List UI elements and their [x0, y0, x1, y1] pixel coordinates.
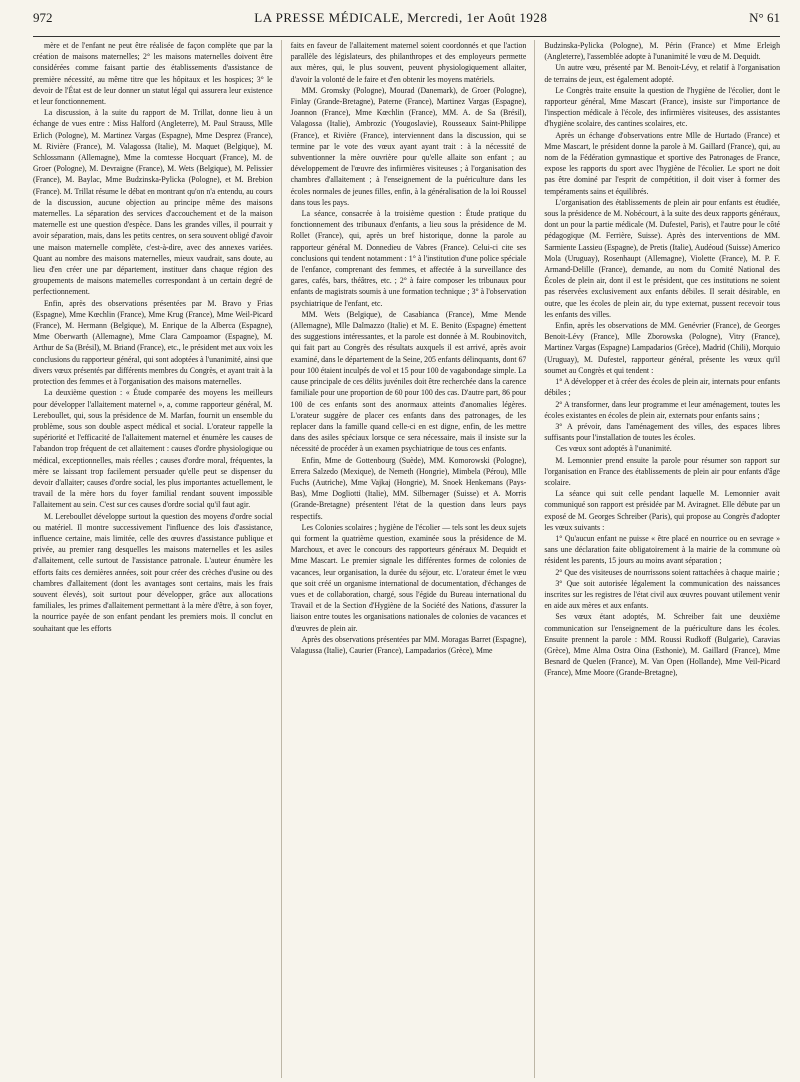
- column-2: [281, 40, 527, 1078]
- paragraph: Les Colonies scolaires ; hygiène de l'écolier — tels sont les deux sujets qui forment la quatrième question, examinée sous la présidence de M. Marchoux, et avec le concours des rapporteurs généraux M. Dequidt et Mme Mascart. Le premier signale les différentes formes de colonies de vacances, leur organisation, la durée du séjour, etc. L'orateur émet le vœu que soit créé un organisme international de documentation, d'échanges de vues et de collaboration, chargé, sous l'égide du Bureau international du Travail et de la Section d'Hygiène de la Société des Nations, d'assurer la liaison entre toutes les organisations nationales de colonies de vacances et d'œuvres de plein air.: [290, 522, 527, 633]
- paragraph: Enfin, après les observations de MM. Genévrier (France), de Georges Benoit-Lévy (France), Mlle Zborowska (Pologne), Vitry (France), Martinez Vargas (Espagne) Lampadarios (Grèce), Madrid (Chili), Morquio (Uruguay), M. Dufestel, rapporteur général, présente les vœux qu'il soumet au Congrès et qui tendent :: [544, 321, 780, 375]
- paragraph: faits en faveur de l'allaitement maternel soient coordonnés et que l'action parallèle des législateurs, des philanthropes et des employeurs permette aux mères, qui, le plus souvent, peuvent physiologiquement allaiter, d'avoir la volonté de le faire et d'en obtenir les moyens matériels.: [290, 41, 527, 84]
- paragraph: M. Lereboullet développe surtout la question des moyens d'ordre social ou matériel. Il montre successivement l'influence des lois d'assistance, influence certaine, mais limitée, celle des œuvres d'assistance publique et privée, au premier rang desquelles les maisons maternelles et les asiles d'allaitement, celle surtout de l'assistance patronale. L'auteur énumère les efforts faits ces dernières années, soit pour créer des crèches d'usine ou des chambres d'allaitement (dont les avantages sont certains, mais les frais souvent élevés), soit surtout pour développer, grâce aux allocations familiales, les primes d'allaitement permettant à la mère d'être, à son foyer, la nourrice payée de son enfant pendant les premiers mois. Il conclut en souhaitant que les efforts: [33, 511, 273, 633]
- paragraph: Un autre vœu, présenté par M. Benoit-Lévy, et relatif à l'organisation de terrains de jeux, est également adopté.: [544, 63, 780, 84]
- paragraph: M. Lemonnier prend ensuite la parole pour résumer son rapport sur l'organisation en France des établissements de plein air pour enfants d'âge scolaire.: [544, 455, 780, 487]
- paragraph: Après un échange d'observations entre Mlle de Hurtado (France) et Mme Mascart, le président donne la parole à M. Gaillard (France), qui, au nom de la Fédération gymnastique et sportive des Patronages de France, expose les rapports du sport avec l'hygiène de l'écolier. Le sport ne doit pas être dominé par l'esprit de compétition, il doit viser à former des tempéraments sains et équilibrés.: [544, 130, 780, 196]
- paragraph: 2° Que des visiteuses de nourrissons soient rattachées à chaque mairie ;: [555, 567, 780, 577]
- paragraph: Enfin, après des observations présentées par M. Bravo y Frias (Espagne), Mme Kœchlin (France), Mme Krug (France), Mme Weil-Picard (France), M. Hermann (Belgique), M. Enrique de la Alberca (Espagne), Mme Oberwarth (Allemagne), Mme Clara Campoamor (Espagne), M. Arthur de Sa (Brésil), M. Briand (France), etc., le président met aux voix les conclusions du rapporteur général, qui sont adoptées à l'unanimité, ainsi que divers vœux présentés par différents membres du Congrès, et ayant trait à la protection des femmes et à l'organisation des maisons maternelles.: [33, 298, 273, 387]
- article-columns: [33, 40, 780, 1078]
- paragraph: mère et de l'enfant ne peut être réalisée de façon complète que par la création de maisons maternelles; 2° les maisons maternelles doivent être considérées comme faisant partie des établissements d'assistance de première nécessité, au même titre que les hôpitaux et les hospices; 3° le devoir de l'État est de leur donner un statut légal qui assurera leur existence et leur fonctionnement.: [33, 41, 273, 107]
- paragraph: 2° A transformer, dans leur programme et leur aménagement, toutes les écoles existantes en écoles de plein air, externats pour enfants sains ;: [544, 399, 780, 420]
- paragraph: La séance, consacrée à la troisième question : Étude pratique du fonctionnement des tribunaux d'enfants, a lieu sous la présidence de M. Rollet (France), qui, après un bref historique, donne la parole au rapporteur général M. Donnedieu de Vabres (France). Celui-ci cite ses conclusions qui tendent notamment : 1° à l'institution d'une police spéciale de l'enfance, comprenant des femmes, et affectée à la surveillance des gares, cafés, bars, théâtres, etc. ; 2° à faire composer les tribunaux pour enfants de magistrats soumis à une formation technique ; 3° à l'observation psychiatrique de l'enfant, etc.: [290, 209, 527, 308]
- paragraph: La deuxième question : « Étude comparée des moyens les meilleurs pour développer l'allaitement maternel », a, comme rapporteur général, M. Lereboullet, qui, sous la présidence de M. Marfan, fournit un ensemble du problème, sous son double aspect médical et social. L'orateur rappelle la supériorité et l'efficacité de l'allaitement maternel et énumère les causes de l'abandon trop fréquent de cet allaitement : causes d'ordre physiologique ou médical, exceptionnelles, mais réelles ; causes d'ordre moral, fréquentes, la mère se laissant trop facilement persuader qu'elle peut se dispenser du devoir d'allaiter; causes d'ordre social, les plus importantes actuellement, le travail de la mère hors du foyer familial rendant souvent impossible l'allaitement au sein. C'est sur ces causes d'ordre social qu'il faut agir.: [33, 388, 273, 510]
- paragraph: La séance qui suit celle pendant laquelle M. Lemonnier avait communiqué son rapport est présidée par M. Aviragnet. Elle débute par un exposé de M. Georges Schreiber (Paris), qui propose au Congrès d'adopter les vœux suivants :: [544, 489, 780, 532]
- paragraph: Après des observations présentées par MM. Moragas Barret (Espagne), Valagussa (Italie), Caurier (France), Lampadarios (Grèce), Mme: [290, 634, 527, 655]
- paragraph: Budzinska-Pylicka (Pologne), M. Périn (France) et Mme Erleigh (Angleterre), l'assemblée adopte à l'unanimité le vœu de M. Dequidt.: [544, 41, 780, 62]
- paragraph: Ses vœux étant adoptés, M. Schreiber fait une deuxième communication sur l'enseignement de la puériculture dans les écoles. Ensuite prennent la parole : MM. Roussi Rudkoff (Bulgarie), Caravias (Grèce), Mme Alma Ostra Oina (Esthonie), M. Gaillard (France), Mme Besnard de Quelen (France), M. Van Open (Hollande), Mme Veil-Picard (France), Mme Moore (Grande-Bretagne),: [544, 612, 780, 678]
- paragraph: 3° A prévoir, dans l'aménagement des villes, des espaces libres suffisants pour l'installation de toutes les écoles.: [544, 421, 780, 443]
- paragraph: Ces vœux sont adoptés à l'unanimité.: [555, 444, 672, 454]
- paragraph: 1° Qu'aucun enfant ne puisse « être placé en nourrice ou en sevrage » sans une déclaration faite obligatoirement à la mairie de la commune où résident les parents, 15 jours au moins avant séparation ;: [544, 533, 780, 566]
- column-3: [534, 40, 780, 1078]
- column-1: [33, 40, 273, 1078]
- page-number: 972: [33, 10, 53, 25]
- paragraph: 1° A développer et à créer des écoles de plein air, internats pour enfants débiles ;: [544, 377, 780, 398]
- issue-number: N° 61: [749, 10, 780, 25]
- paragraph: MM. Wets (Belgique), de Casabianca (France), Mme Mende (Allemagne), Mlle Dalmazzo (Italie) et M. E. Benito (Espagne) émettent des suggestions intéressantes, et la parole est donnée à M. Roubinovitch, qui fait part au Congrès des résultats auxquels il est arrivé, après avoir examiné, dans le département de la Seine, 205 enfants délinquants, dont 67 pour 100 étaient inculpés de vol et 15 pour 100 de vagabondage simple. La cause principale de ces délits juvéniles doit être recherchée dans la carence familiale pour une proportion de 60 pour 100 des cas. D'autre part, 86 pour 100 de ces enfants sont des anormaux atteints d'anomalies légères. L'orateur suggère de placer ces enfants dans des patronages, de les replacer dans la famille quand celle-ci en est digne, enfin, de les mettre dans des asiles spéciaux lorsque ce sera nécessaire, mais il insiste sur la nécessité de procéder à un examen psychiatrique de tous ces enfants.: [290, 309, 527, 454]
- page-header: [33, 0, 780, 37]
- paragraph: Enfin, Mme de Gottenbourg (Suède), MM. Komorowski (Pologne), Errera Salzedo (Mexique), de Nemeth (Hongrie), Mimbela (Pérou), Mlle Fuchs (Autriche), Mme Vajkaj (Hongrie), M. Snoek Henkemans (Pays-Bas), Mme Dogliotti (Italie), MM. Silbernager (Suisse) et A. Morris (Grande-Bretagne) présentent l'état de la question dans leurs pays respectifs.: [290, 455, 527, 521]
- paragraph: MM. Gromsky (Pologne), Mourad (Danemark), de Groer (Pologne), Finlay (Grande-Bretagne), Paterne (France), Martinez Vargas (Espagne), Joannon (France), Mme Kœchlin (France), MM. A. de Sa (Brésil), Valagossa (Italie), Ambrozic (Yougoslavie), Rousseaux Saint-Philippe (France), et Rivière (France), interviennent dans la discussion, qui se termine par le vote des vœux ayant ayant trait : à la nécessité de subventionner la mère ouvrière pour qu'elle allaite son enfant ; au développement de l'œuvre des infirmières visiteuses ; à l'organisation des chambres d'allaitement ; à l'enseignement de la puériculture dans les écoles normales de jeunes filles, enfin, à la généralisation de la loi Roussel dans tous les pays.: [290, 85, 527, 207]
- paragraph: La discussion, à la suite du rapport de M. Trillat, donne lieu à un échange de vues entre : Miss Halford (Angleterre), M. Paul Strauss, Mlle Erlich (Pologne), M. Martinez Vargas (Espagne), Mme Desprez (France), M. Rivière (France), M. Valagossa (Italie), M. Maquet (Belgique), M. Schlossmann (Allemagne), Mme la comtesse Hocquart (France), M. de Groer (Pologne), M. Devraigne (France), M. Wets (Belgique), M. Pelissier (France), M. Baylac, Mme Budzinska-Pylicka (Pologne), et M. Brebion (France). M. Trillat résume le débat en montrant qu'on n'a entendu, au cours de la discussion, aucune objection au principe même des maisons maternelles. La séparation des services d'accouchement et de la maison maternelle est une question d'espèce. Dans les grandes villes, il pourrait y avoir séparation, mais, dans les petits centres, on sera souvent obligé d'avoir une maison maternelle complète, c'est-à-dire, avec des annexes variées. Quant au nombre des maisons maternelles, mieux vaudrait, sans doute, au lieu d'en créer une par département, instituer dans chaque région des groupements de maisons maternelles correspondant à un certain degré de perfectionnement.: [33, 108, 273, 297]
- paragraph: Le Congrès traite ensuite la question de l'hygiène de l'écolier, dont le rapporteur général, Mme Mascart (France), insiste sur l'importance de l'inspection médicale à l'école, des infirmières visiteuses, des assistantes d'hygiène scolaire, des cantines scolaires, etc.: [544, 85, 780, 129]
- paragraph: 3° Que soit autorisée légalement la communication des naissances inscrites sur les registres de l'état civil aux œuvres pouvant utilement venir en aide aux mères et aux enfants.: [544, 578, 780, 611]
- journal-title: LA PRESSE MÉDICALE, Mercredi, 1er Août 1928: [254, 10, 548, 25]
- paragraph: L'organisation des établissements de plein air pour enfants est étudiée, sous la présidence de M. Nobécourt, à la suite des deux rapports généraux, dont un pour la partie médicale (M. Dufestel, Paris), et l'autre pour le côté pédagogique (M. Ferrière, Suisse). Après des interventions de MM. Sarmiente Lassieu (Espagne), de Pretis (Italie), Audéoud (Suisse) Americo Mola (Uruguay), Rosenhaupt (Allemagne), Violette (France), M. P. F. Armand-Delille (France), demande, au nom du Comité National des Écoles de plein air, dont il est le président, que ces institutions ne soient pas réservées exclusivement aux enfants débiles. Il serait désirable, en outre, que les écoles de plein air, du type externat, pussent recevoir tous les enfants des villes.: [544, 197, 780, 319]
